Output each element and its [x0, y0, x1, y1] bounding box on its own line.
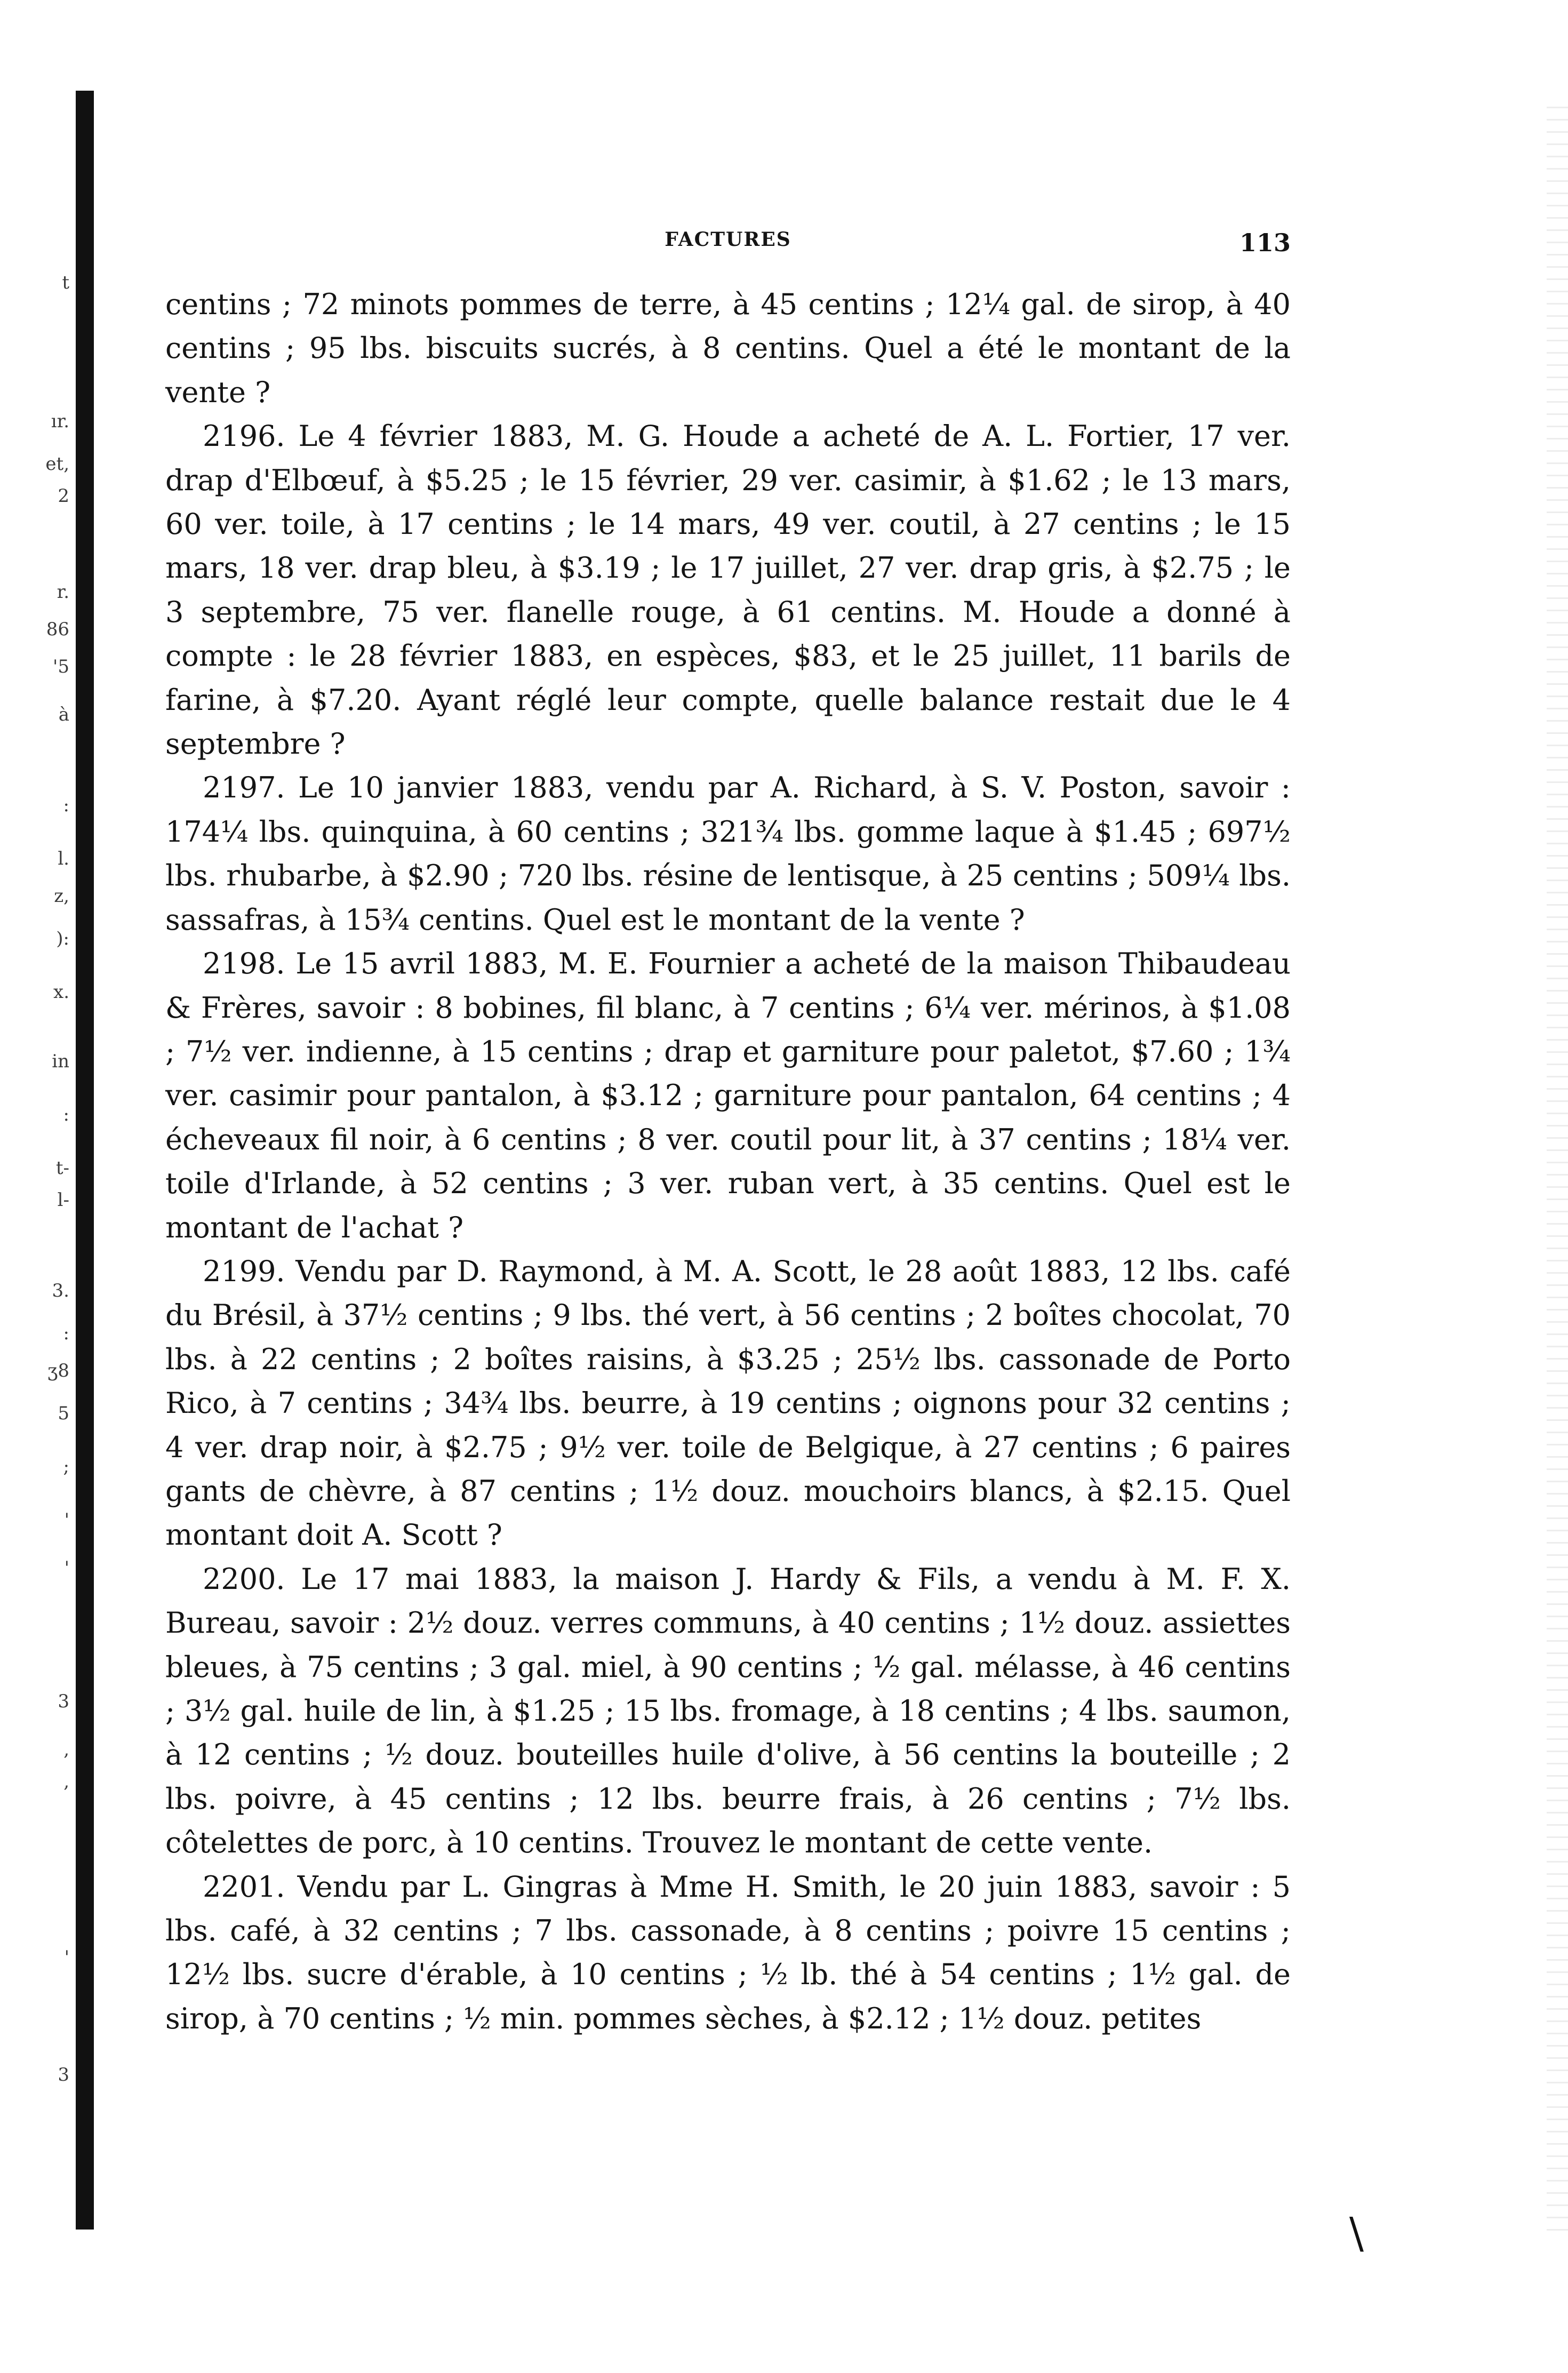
problem-2196 — [165, 414, 1291, 766]
binding-edge — [76, 91, 94, 2230]
margin-fragment: 3 — [58, 2064, 69, 2086]
problem-number: 2200. — [203, 1562, 285, 1596]
problem-number: 2199. — [203, 1254, 285, 1288]
margin-fragment: t- — [55, 1157, 69, 1179]
problem-continuation — [165, 283, 1291, 414]
margin-fragment: '5 — [53, 656, 69, 677]
running-title: FACTURES — [665, 228, 791, 251]
problem-text: Le 15 avril 1883, M. E. Fournier a acheté de la maison Thibaudeau & Frères, savoir : 8 bobines, fil blanc, à 7 centins ; 6¼ ver. mérinos, à $1.08 ; 7½ ver. indienne, à 15 centins ; drap et garniture pour paletot, $7.60 ; 1¾ ver. casimir pour pantalon, à $3.12 ; garniture pour pantalon, 64 centins ; 4 écheveaux fil noir, à 6 centins ; 8 ver. coutil pour lit, à 37 centins ; 18¼ ver. toile d'Irlande, à 52 centins ; 3 ver. ruban vert, à 35 centins. Quel est le montant de l'achat ? — [165, 947, 1291, 1244]
problem-number: 2198. — [203, 947, 285, 981]
margin-fragment: l. — [58, 848, 69, 869]
margin-fragment: : — [63, 1104, 69, 1125]
problem-number: 2196. — [203, 419, 285, 453]
margin-fragment: 86 — [46, 619, 69, 640]
margin-fragment: 3. — [52, 1280, 69, 1301]
margin-fragment: 5 — [58, 1403, 69, 1424]
margin-fragment: à — [58, 704, 69, 725]
problem-text: Le 17 mai 1883, la maison J. Hardy & Fils, a vendu à M. F. X. Bureau, savoir : 2½ douz. verres communs, à 40 centins ; 1½ douz. assiettes bleues, à 75 centins ; 3 gal. miel, à 90 centins ; ½ gal. mélasse, à 46 centins ; 3½ gal. huile de lin, à $1.25 ; 15 lbs. fromage, à 18 centins ; 4 lbs. saumon, à 12 centins ; ½ douz. bouteilles huile d'olive, à 56 centins la bouteille ; 2 lbs. poivre, à 45 centins ; 12 lbs. beurre frais, à 26 centins ; 7½ lbs. côtelettes de porc, à 10 centins. Trouvez le montant de cette vente. — [165, 1562, 1291, 1860]
margin-fragment: ʒ8 — [47, 1360, 69, 1381]
problem-text: Vendu par D. Raymond, à M. A. Scott, le 28 août 1883, 12 lbs. café du Brésil, à 37½ centins ; 9 lbs. thé vert, à 56 centins ; 2 boîtes chocolat, 70 lbs. à 22 centins ; 2 boîtes raisins, à $3.25 ; 25½ lbs. cassonade de Porto Rico, à 7 centins ; 34¾ lbs. beurre, à 19 centins ; oignons pour 32 centins ; 4 ver. drap noir, à $2.75 ; 9½ ver. toile de Belgique, à 27 centins ; 6 paires gants de chèvre, à 87 centins ; 1½ douz. mouchoirs blancs, à $2.15. Quel montant doit A. Scott ? — [165, 1254, 1291, 1552]
problem-number: 2197. — [203, 771, 285, 805]
margin-fragment: t — [62, 272, 69, 293]
margin-fragment: et, — [45, 453, 69, 475]
margin-fragment: 3 — [58, 1691, 69, 1712]
margin-fragment: , — [63, 1771, 69, 1792]
margin-fragment: ): — [56, 928, 69, 949]
problem-text: centins ; 72 minots pommes de terre, à 45 centins ; 12¼ gal. de sirop, à 40 centins ; 95 lbs. biscuits sucrés, à 8 centins. Quel a été le montant de la vente ? — [165, 287, 1291, 409]
margin-fragment: : — [63, 795, 69, 816]
problem-2200 — [165, 1557, 1291, 1865]
margin-fragment: ır. — [51, 411, 69, 432]
problem-number: 2201. — [203, 1869, 285, 1904]
margin-fragment: ; — [63, 1456, 69, 1477]
margin-fragment: ' — [64, 1557, 69, 1579]
problem-list — [165, 283, 1291, 2041]
problem-text: Le 4 février 1883, M. G. Houde a acheté de A. L. Fortier, 17 ver. drap d'Elbœuf, à $5.25 ; le 15 février, 29 ver. casimir, à $1.62 ; le 13 mars, 60 ver. toile, à 17 centins ; le 14 mars, 49 ver. coutil, à 27 centins ; le 15 mars, 18 ver. drap bleu, à $3.19 ; le 17 juillet, 27 ver. drap gris, à $2.75 ; le 3 septembre, 75 ver. flanelle rouge, à 61 centins. M. Houde a donné à compte : le 28 février 1883, en espèces, $83, et le 25 juillet, 11 barils de farine, à $7.20. Ayant réglé leur compte, quelle balance restait due le 4 septembre ? — [165, 419, 1291, 761]
margin-fragment: , — [63, 1739, 69, 1760]
problem-2197 — [165, 766, 1291, 942]
margin-fragment: 2 — [58, 485, 69, 507]
page-number: 113 — [1239, 228, 1291, 257]
margin-fragment: ' — [64, 1509, 69, 1531]
margin-fragment: in — [52, 1051, 69, 1072]
margin-fragment: l- — [57, 1189, 69, 1211]
scan-speckle — [1547, 107, 1568, 2240]
problem-2198 — [165, 942, 1291, 1250]
margin-fragment: z, — [54, 885, 69, 907]
problem-2199 — [165, 1250, 1291, 1557]
margin-fragment: x. — [53, 981, 69, 1003]
page-header — [165, 228, 1291, 260]
margin-fragment: r. — [57, 581, 69, 603]
margin-fragment: ' — [64, 1947, 69, 1968]
problem-text: Vendu par L. Gingras à Mme H. Smith, le 20 juin 1883, savoir : 5 lbs. café, à 32 centins ; 7 lbs. cassonade, à 8 centins ; poivre 15 centins ; 12½ lbs. sucre d'érable, à 10 centins ; ½ lb. thé à 54 centins ; 1½ gal. de sirop, à 70 centins ; ½ min. pommes sèches, à $2.12 ; 1½ douz. petites — [165, 1869, 1291, 2035]
ink-mark: \ — [1349, 2208, 1364, 2258]
problem-2201 — [165, 1865, 1291, 2041]
problem-text: Le 10 janvier 1883, vendu par A. Richard, à S. V. Poston, savoir : 174¼ lbs. quinquina, à 60 centins ; 321¾ lbs. gomme laque à $1.45 ; 697½ lbs. rhubarbe, à $2.90 ; 720 lbs. résine de lentisque, à 25 centins ; 509¼ lbs. sassafras, à 15¾ centins. Quel est le montant de la vente ? — [165, 771, 1291, 937]
margin-fragment: : — [63, 1323, 69, 1344]
